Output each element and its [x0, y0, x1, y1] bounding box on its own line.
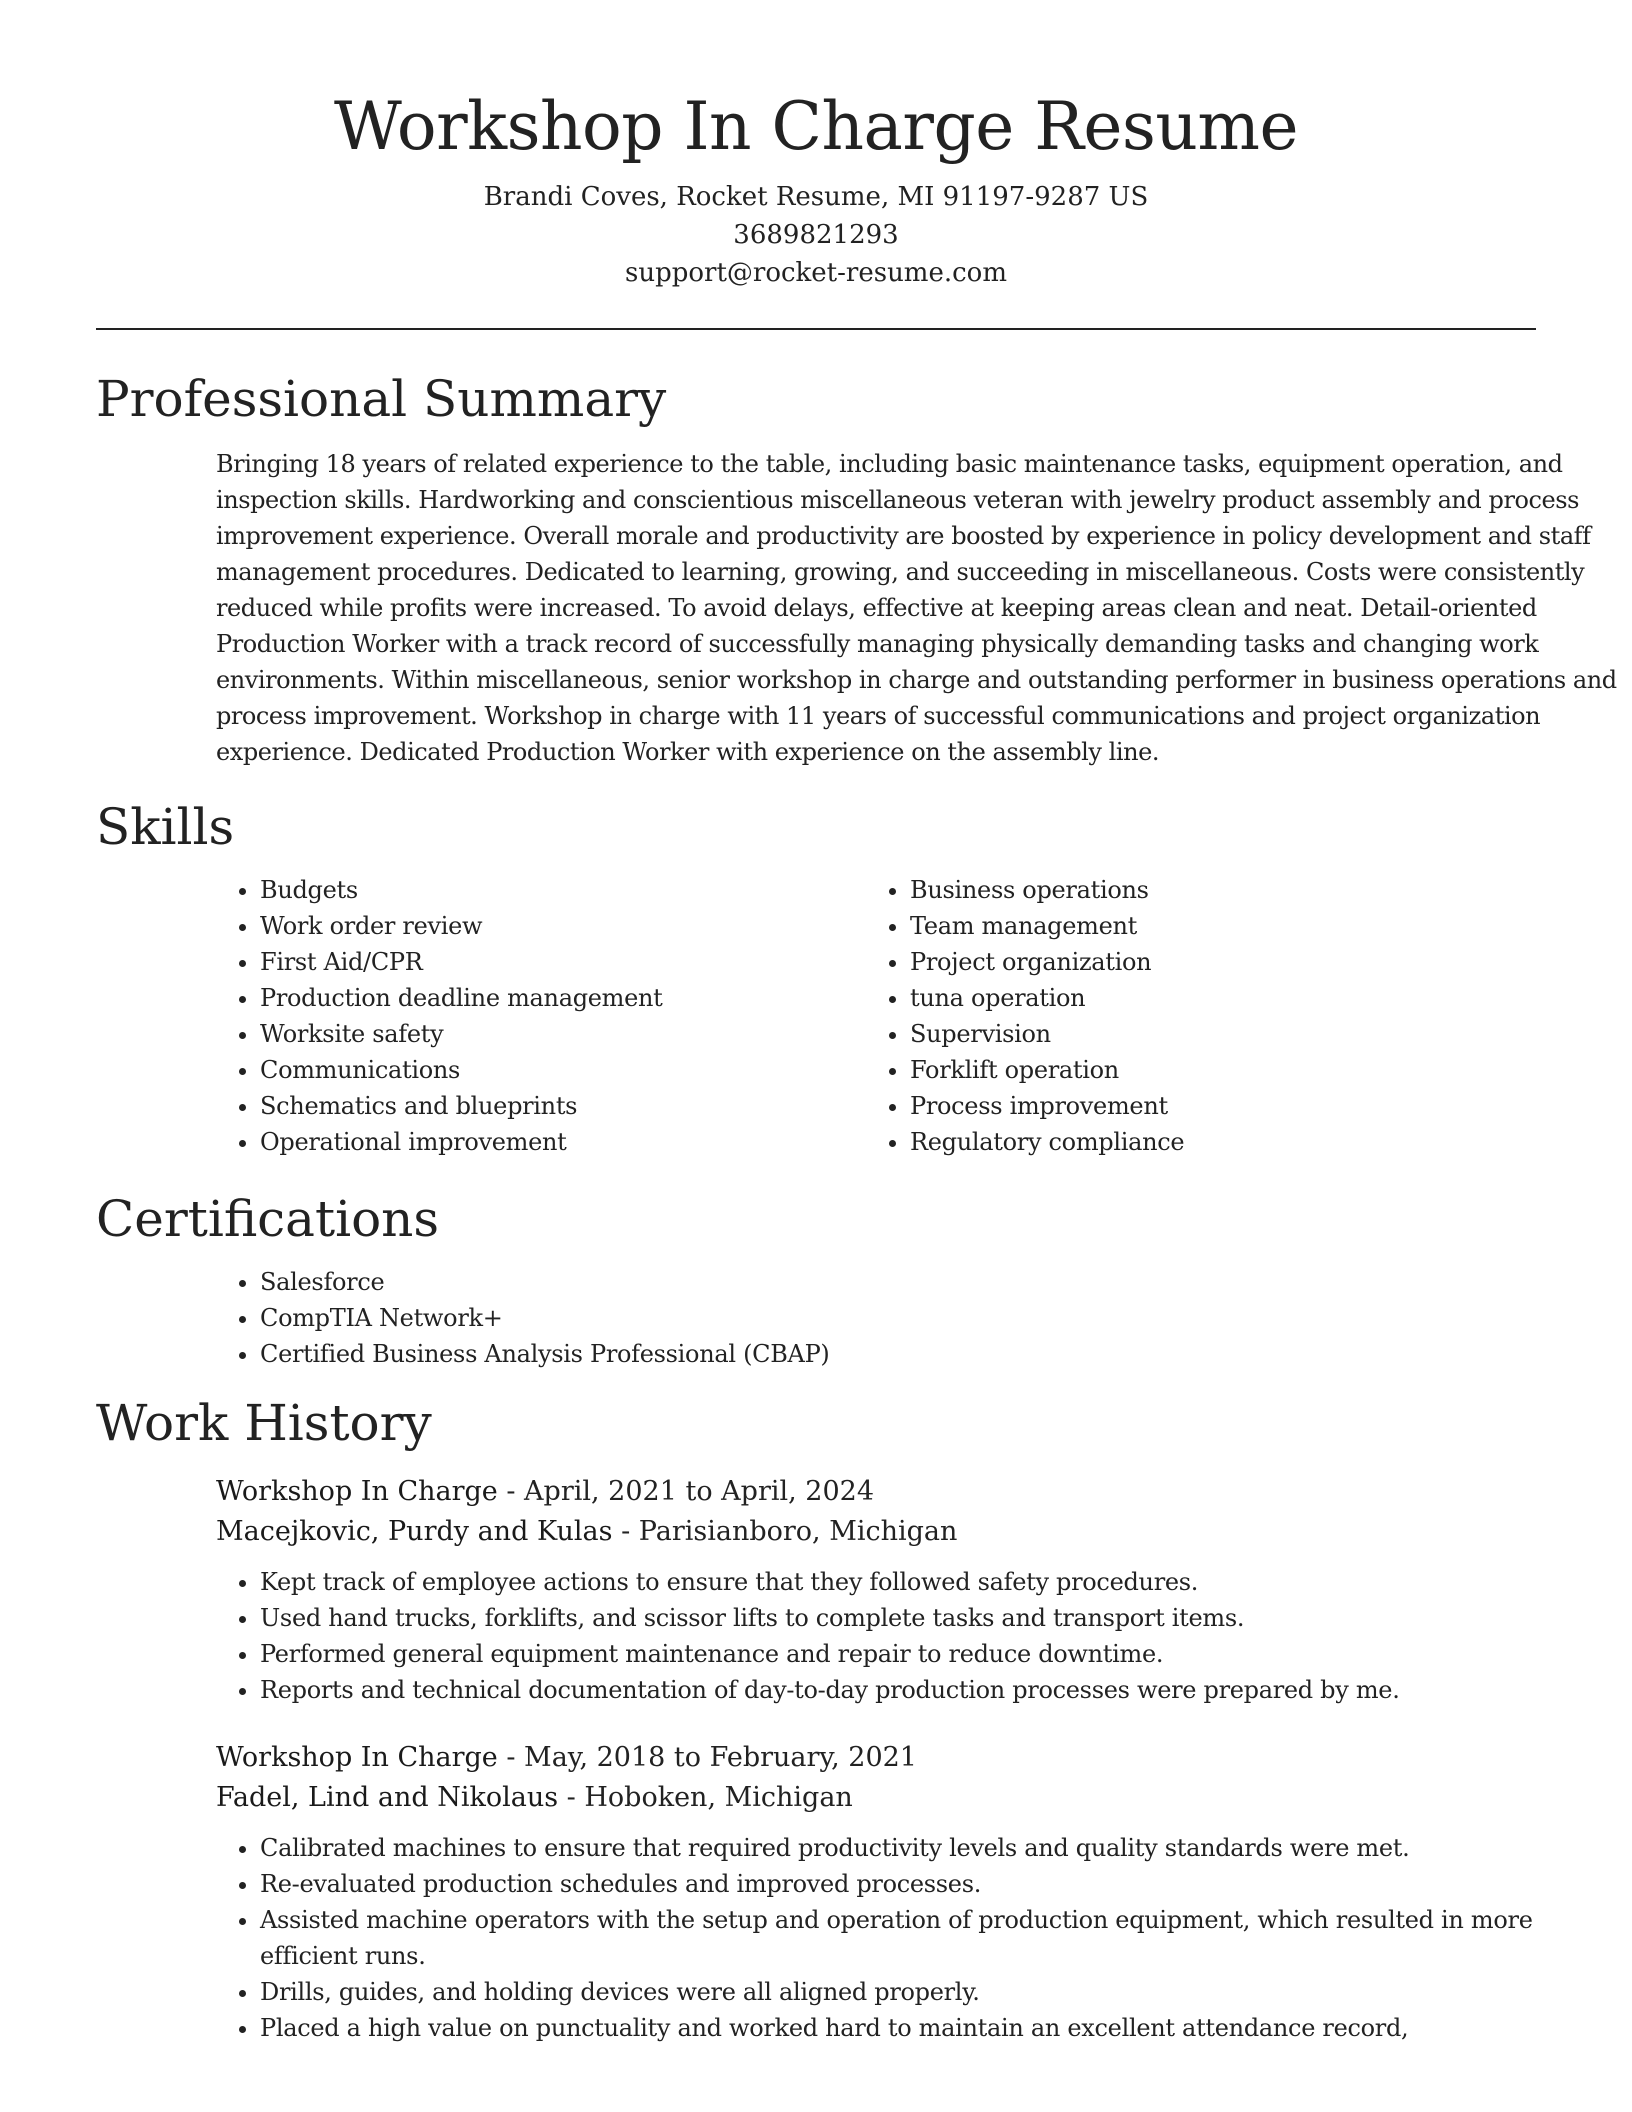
skills-heading: Skills [96, 798, 235, 856]
skill-item: • Team management [910, 908, 1516, 944]
skill-item: • Supervision [910, 1016, 1516, 1052]
job-entry [216, 1472, 1536, 1708]
job-duty: • Placed a high value on punctuality and worked hard to maintain an excellent attendance record, [260, 2010, 1536, 2046]
job-company-line [216, 1778, 1536, 1818]
skills-right-list [866, 872, 1516, 1160]
summary-heading: Professional Summary [96, 370, 667, 428]
skill-item: • Business operations [910, 872, 1516, 908]
skills-columns [216, 872, 1536, 1160]
certification-item: • Certified Business Analysis Professional (CBAP) [260, 1336, 1536, 1372]
job-duties-list [216, 1830, 1536, 2046]
skills-left-list [216, 872, 866, 1160]
job-entry [216, 1738, 1536, 2046]
job-duty: • Used hand trucks, forklifts, and scissor lifts to complete tasks and transport items. [260, 1600, 1536, 1636]
job-location: - Hoboken, Michigan [558, 1782, 853, 1813]
skill-item: • Production deadline management [260, 980, 866, 1016]
header-divider [96, 328, 1536, 330]
skill-item: • First Aid/CPR [260, 944, 866, 980]
job-title-line [216, 1472, 1536, 1512]
job-title-line [216, 1738, 1536, 1778]
skill-item: • Process improvement [910, 1088, 1516, 1124]
job-duty: • Kept track of employee actions to ensure that they followed safety procedures. [260, 1564, 1536, 1600]
skill-item: • Operational improvement [260, 1124, 866, 1160]
skill-item: • Regulatory compliance [910, 1124, 1516, 1160]
job-dates: - April, 2021 to April, 2024 [497, 1476, 874, 1507]
work-history-heading: Work History [96, 1394, 432, 1452]
job-title: Workshop In Charge [216, 1476, 498, 1507]
job-duty: • Re-evaluated production schedules and improved processes. [260, 1866, 1536, 1902]
skill-item: • Forklift operation [910, 1052, 1516, 1088]
skill-item: • Budgets [260, 872, 866, 908]
skill-item: • tuna operation [910, 980, 1516, 1016]
contact-phone: 3689821293 [733, 220, 899, 250]
skill-item: • Project organization [910, 944, 1516, 980]
job-company: Macejkovic, Purdy and Kulas [216, 1516, 613, 1547]
certification-item: • Salesforce [260, 1264, 1536, 1300]
job-duty: • Calibrated machines to ensure that required productivity levels and quality standards were met. [260, 1830, 1536, 1866]
job-duties-list [216, 1564, 1536, 1708]
summary-text: Bringing 18 years of related experience to the table, including basic maintenance tasks, equipment operation, and inspection skills. Hardworking and conscientious miscellaneous veteran with jewelry product assembly and process improvement experience. Overall morale and productivity are boosted by experience in policy development and staff management procedures. Dedicated to learning, growing, and succeeding in miscellaneous. Costs were consistently reduced while profits were increased. To avoid delays, effective at keeping areas clean and neat. Detail-oriented Production Worker with a track record of successfully managing physically demanding tasks and changing work environments. Within miscellaneous, senior workshop in charge and outstanding performer in business operations and process improvement. Workshop in charge with 11 years of successful communications and project organization experience. Dedicated Production Worker with experience on the assembly line. [216, 450, 1617, 766]
skill-item: • Worksite safety [260, 1016, 866, 1052]
certification-item: • CompTIA Network+ [260, 1300, 1536, 1336]
contact-block [96, 178, 1536, 292]
contact-address: Brandi Coves, Rocket Resume, MI 91197-9287 US [483, 182, 1149, 212]
job-dates: - May, 2018 to February, 2021 [497, 1742, 917, 1773]
job-company: Fadel, Lind and Nikolaus [216, 1782, 559, 1813]
skill-item: • Schematics and blueprints [260, 1088, 866, 1124]
skill-item: • Work order review [260, 908, 866, 944]
job-duty: • Reports and technical documentation of day-to-day production processes were prepared by me. [260, 1672, 1536, 1708]
skill-item: • Communications [260, 1052, 866, 1088]
certifications-list [216, 1264, 1536, 1372]
certifications-heading: Certifications [96, 1190, 440, 1248]
job-company-line [216, 1512, 1536, 1552]
job-title: Workshop In Charge [216, 1742, 498, 1773]
job-duty: • Assisted machine operators with the setup and operation of production equipment, which resulted in more efficient runs. [260, 1902, 1536, 1974]
contact-email: support@rocket-resume.com [624, 258, 1007, 288]
job-location: - Parisianboro, Michigan [612, 1516, 958, 1547]
job-duty: • Drills, guides, and holding devices were all aligned properly. [260, 1974, 1536, 2010]
job-duty: • Performed general equipment maintenance and repair to reduce downtime. [260, 1636, 1536, 1672]
resume-page [96, 0, 1617, 2046]
resume-title: Workshop In Charge Resume [334, 88, 1298, 165]
